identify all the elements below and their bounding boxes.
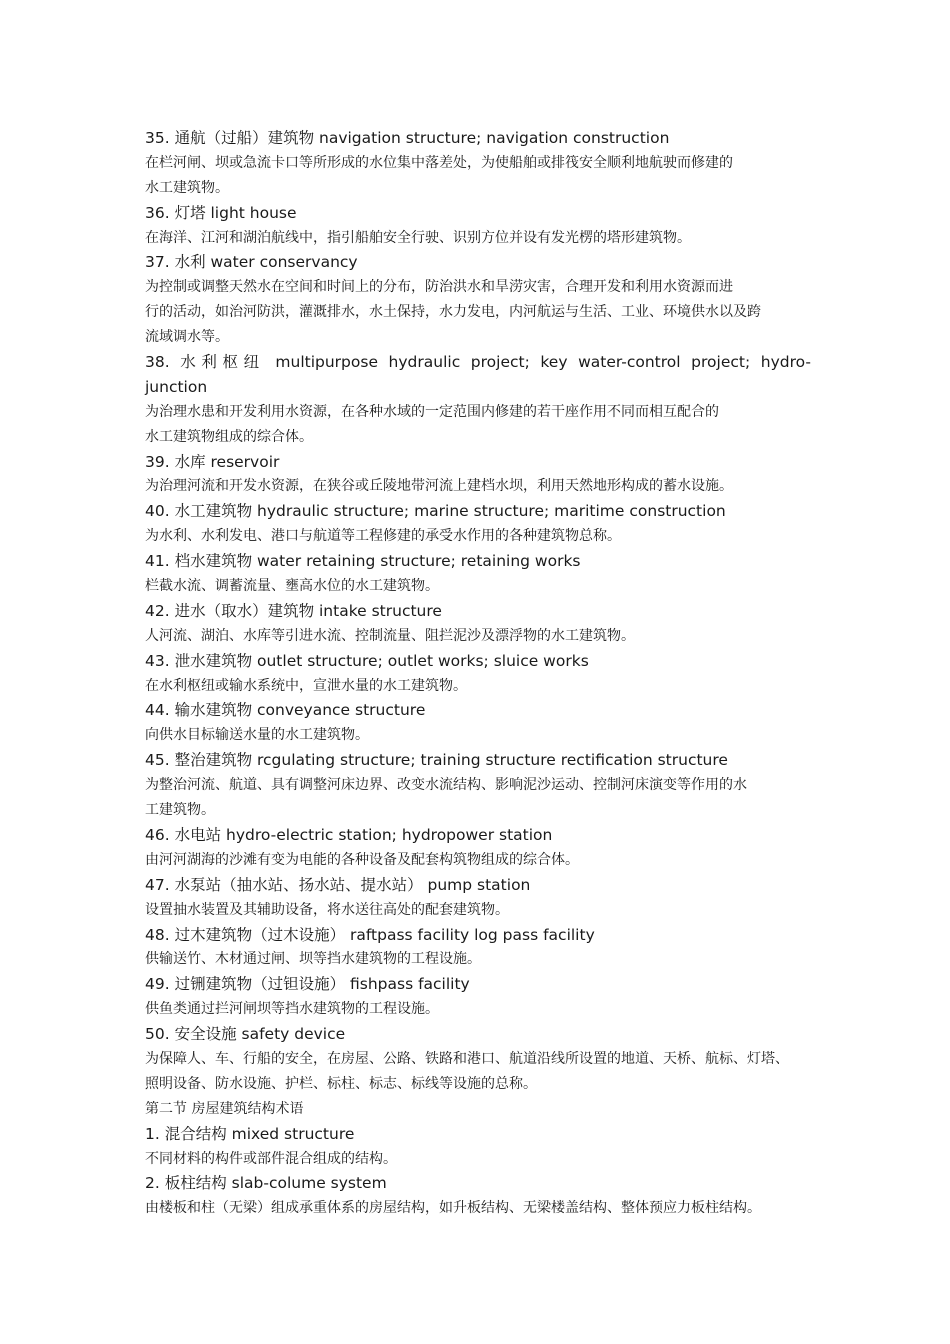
term-heading-41: 41. 档水建筑物 water retaining structure; retaining works <box>145 552 581 571</box>
term-definition-37: 为控制或调整天然水在空间和时间上的分布，防治洪水和旱涝灾害，合理开发和利用水资源而进 <box>145 279 733 296</box>
term-definition-42: 人河流、湖泊、水库等引进水流、控制流量、阻拦泥沙及漂浮物的水工建筑物。 <box>145 627 635 644</box>
term-definition-47: 设置抽水装置及其辅助设备，将水送往高处的配套建筑物。 <box>145 901 509 918</box>
term-definition-50-cont: 照明设备、防水设施、护栏、标柱、标志、标线等设施的总称。 <box>145 1075 537 1092</box>
term-heading-42: 42. 进水（取水）建筑物 intake structure <box>145 601 442 620</box>
term-definition-48: 供输送竹、木材通过闸、坝等挡水建筑物的工程设施。 <box>145 951 481 968</box>
term-definition-35-cont: 水工建筑物。 <box>145 179 229 196</box>
term-definition-46: 由河河湖海的沙滩有变为电能的各种设备及配套构筑物组成的综合体。 <box>145 851 579 868</box>
term-heading-39: 39. 水库 reservoir <box>145 452 280 471</box>
term-heading-37: 37. 水利 water conservancy <box>145 253 358 272</box>
term-heading-2: 2. 板柱结构 slab-colume system <box>145 1174 387 1193</box>
term-definition-37-cont2: 流域调水等。 <box>145 329 229 346</box>
term-definition-38-cont: 水工建筑物组成的综合体。 <box>145 428 313 445</box>
term-heading-46: 46. 水电站 hydro-electric station; hydropower station <box>145 825 553 844</box>
term-definition-40: 为水利、水利发电、港口与航道等工程修建的承受水作用的各种建筑物总称。 <box>145 528 621 545</box>
term-heading-49: 49. 过铏建筑物（过钽设施） fishpass facility <box>145 975 470 994</box>
term-heading-35: 35. 通航（过船）建筑物 navigation structure; navigation construction <box>145 129 670 147</box>
section-heading: 第二节 房屋建筑结构术语 <box>145 1100 304 1117</box>
document-body <box>145 126 811 1221</box>
term-definition-38: 为治理水患和开发利用水资源，在各种水域的一定范围内修建的若干座作用不同而相互配合的 <box>145 403 719 420</box>
term-definition-35: 在栏河闸、坝或急流卡口等所形成的水位集中落差处，为使船舶或排筏安全顺利地航驶而修建的 <box>145 154 733 171</box>
term-heading-36: 36. 灯塔 light house <box>145 203 297 222</box>
term-heading-45: 45. 整治建筑物 rcgulating structure; training structure rectification structure <box>145 751 728 770</box>
term-definition-36: 在海洋、江河和湖泊航线中，指引船舶安全行驶、识别方位并设有发光楞的塔形建筑物。 <box>145 229 691 246</box>
term-definition-2: 由楼板和柱（无梁）组成承重体系的房屋结构，如升板结构、无梁楼盖结构、整体预应力板柱结构。 <box>145 1200 761 1217</box>
term-heading-47: 47. 水泵站（抽水站、扬水站、提水站） pump station <box>145 875 531 894</box>
term-definition-37-cont: 行的活动，如治河防洪，灌溉排水，水土保持，水力发电，内河航运与生活、工业、环境供水以及跨 <box>145 304 761 321</box>
term-definition-49: 供鱼类通过拦河闸坝等挡水建筑物的工程设施。 <box>145 1001 439 1018</box>
term-heading-44: 44. 输水建筑物 conveyance structure <box>145 701 426 720</box>
term-definition-45: 为整治河流、航道、具有调整河床边界、改变水流结构、影响泥沙运动、控制河床演变等作用的水 <box>145 777 747 794</box>
term-heading-1: 1. 混合结构 mixed structure <box>145 1124 355 1143</box>
term-heading-43: 43. 泄水建筑物 outlet structure; outlet works; sluice works <box>145 651 589 670</box>
term-definition-39: 为治理河流和开发水资源，在狭谷或丘陵地带河流上建档水坝，利用天然地形构成的蓄水设施。 <box>145 478 733 495</box>
term-heading-38-cont: junction <box>145 377 208 396</box>
term-definition-41: 栏截水流、调蓄流量、壅高水位的水工建筑物。 <box>145 578 439 595</box>
term-heading-40: 40. 水工建筑物 hydraulic structure; marine structure; maritime construction <box>145 502 726 521</box>
term-definition-1: 不同材料的构件或部件混合组成的结构。 <box>145 1150 397 1167</box>
term-heading-38: 38. 水利枢纽 multipurpose hydraulic project; key water-control project; hydro- <box>145 353 811 372</box>
term-definition-43: 在水利枢纽或输水系统中，宣泄水量的水工建筑物。 <box>145 677 467 694</box>
term-definition-50: 为保障人、车、行船的安全，在房屋、公路、铁路和港口、航道沿线所设置的地道、天桥、航标、灯塔、 <box>145 1050 789 1067</box>
term-definition-45-cont: 工建筑物。 <box>145 802 215 819</box>
term-heading-50: 50. 安全设施 safety device <box>145 1025 346 1044</box>
term-heading-48: 48. 过木建筑物（过木设施） raftpass facility log pass facility <box>145 925 595 944</box>
term-definition-44: 向供水目标输送水量的水工建筑物。 <box>145 727 369 744</box>
